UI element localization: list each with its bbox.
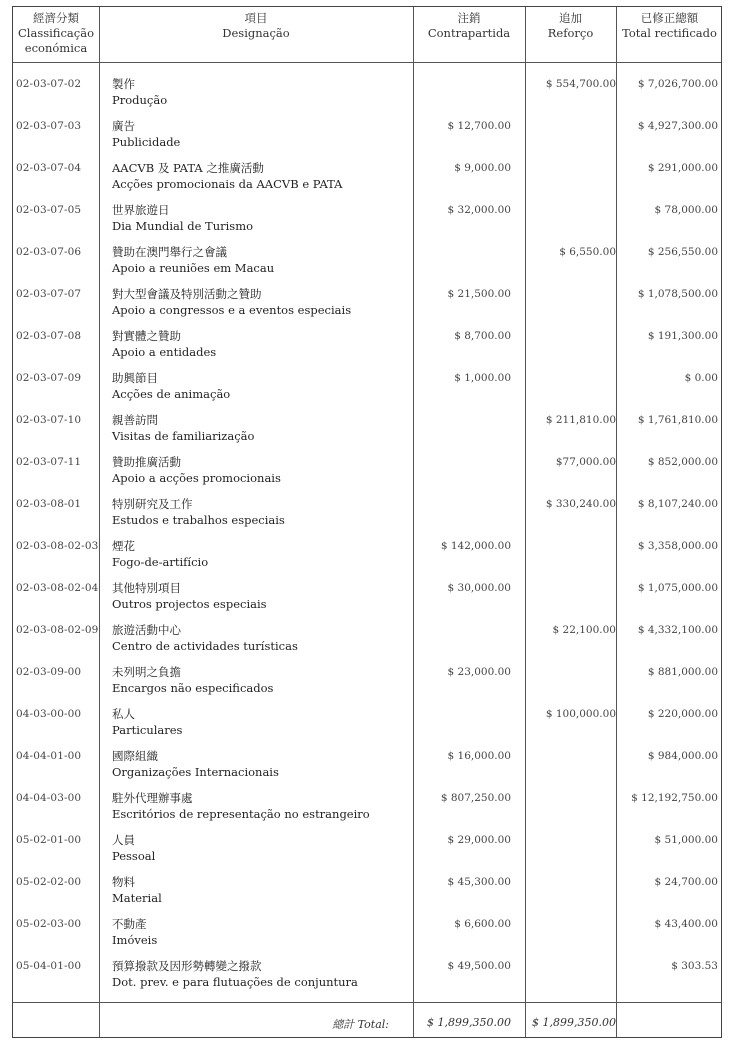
designation-zh: 助興節目 [112,371,158,385]
amount-total: $ 191,300.00 [647,330,718,342]
designation-zh: 對實體之贊助 [112,329,181,343]
account-code: 05-04-01-00 [16,960,82,972]
designation-pt: Acções promocionais da AACVB e PATA [112,177,343,191]
table-row [13,787,723,829]
table-row [13,325,723,367]
designation-zh: 親善訪問 [112,413,158,427]
amount-total: $ 0.00 [684,372,718,384]
designation-pt: Visitas de familiarização [112,429,255,443]
designation-pt: Apoio a acções promocionais [112,471,281,485]
amount-total: $ 256,550.00 [647,246,718,258]
table-row [13,745,723,787]
account-code: 02-03-07-02 [16,78,82,90]
account-code: 02-03-08-01 [16,498,82,510]
amount-total: $ 4,332,100.00 [637,624,718,636]
amount-reforco: $ 554,700.00 [545,78,616,90]
amount-contrapartida: $ 6,600.00 [454,918,511,930]
header-contrapartida: 注銷 Contrapartida [427,11,511,40]
amount-total: $ 291,000.00 [647,162,718,174]
table-row [13,955,723,997]
header-designation: 項目 Designação [222,11,290,40]
budget-table [12,6,722,1038]
amount-total: $ 1,078,500.00 [637,288,718,300]
amount-reforco: $ 6,550.00 [559,246,616,258]
account-code: 02-03-09-00 [16,666,82,678]
amount-total: $ 1,075,000.00 [637,582,718,594]
header-total-rectificado: 已修正總額 Total rectificado [622,11,717,40]
table-row [13,241,723,283]
designation-zh: 未列明之負擔 [112,665,181,679]
amount-contrapartida: $ 142,000.00 [440,540,511,552]
designation-pt: Apoio a congressos e a eventos especiais [112,303,352,317]
designation-zh: 駐外代理辦事處 [112,791,193,805]
amount-contrapartida: $ 29,000.00 [447,834,511,846]
table-row [13,451,723,493]
designation-pt: Escritórios de representação no estrangeiro [112,807,370,821]
account-code: 02-03-07-08 [16,330,82,342]
amount-total: $ 4,927,300.00 [637,120,718,132]
designation-pt: Encargos não especificados [112,681,274,695]
account-code: 02-03-08-02-09 [16,624,99,636]
account-code: 02-03-07-07 [16,288,82,300]
table-row [13,535,723,577]
amount-total: $ 881,000.00 [647,666,718,678]
amount-contrapartida: $ 16,000.00 [447,750,511,762]
table-row [13,913,723,955]
designation-pt: Particulares [112,723,183,737]
amount-total: $ 8,107,240.00 [637,498,718,510]
designation-pt: Imóveis [112,933,158,947]
account-code: 04-03-00-00 [16,708,82,720]
table-row [13,283,723,325]
amount-contrapartida: $ 9,000.00 [454,162,511,174]
designation-zh: 贊助在澳門舉行之會議 [112,245,227,259]
amount-reforco: $ 100,000.00 [545,708,616,720]
designation-pt: Produção [112,93,168,107]
designation-zh: 世界旅遊日 [112,203,170,217]
designation-zh: 特別研究及工作 [112,497,193,511]
amount-reforco: $ 22,100.00 [552,624,616,636]
designation-pt: Dia Mundial de Turismo [112,219,254,233]
designation-pt: Apoio a entidades [112,345,217,359]
amount-contrapartida: $ 21,500.00 [447,288,511,300]
account-code: 05-02-03-00 [16,918,82,930]
amount-contrapartida: $ 30,000.00 [447,582,511,594]
account-code: 04-04-03-00 [16,792,82,804]
designation-zh: 贊助推廣活動 [112,455,181,469]
account-code: 02-03-07-03 [16,120,82,132]
amount-total: $ 51,000.00 [654,834,718,846]
amount-total: $ 303.53 [671,960,718,972]
amount-contrapartida: $ 807,250.00 [440,792,511,804]
account-code: 02-03-07-06 [16,246,82,258]
designation-zh: 製作 [112,77,135,91]
designation-zh: 國際組織 [112,749,158,763]
table-row [13,577,723,619]
amount-reforco: $ 211,810.00 [545,414,616,426]
designation-pt: Fogo-de-artifício [112,555,209,569]
table-row [13,829,723,871]
designation-pt: Material [112,891,162,905]
account-code: 02-03-07-04 [16,162,82,174]
designation-zh: 預算撥款及因形勢轉變之撥款 [112,959,262,973]
designation-pt: Estudos e trabalhos especiais [112,513,285,527]
amount-total: $ 984,000.00 [647,750,718,762]
designation-zh: 旅遊活動中心 [112,623,181,637]
amount-reforco: $ 330,240.00 [545,498,616,510]
amount-contrapartida: $ 8,700.00 [454,330,511,342]
designation-pt: Centro de actividades turísticas [112,639,298,653]
table-row [13,871,723,913]
total-divider [13,1002,721,1003]
header-divider [13,62,721,63]
account-code: 02-03-08-02-03 [16,540,99,552]
table-row [13,661,723,703]
table-row [13,703,723,745]
designation-zh: AACVB 及 PATA 之推廣活動 [112,161,264,175]
amount-total: $ 220,000.00 [647,708,718,720]
amount-total: $ 78,000.00 [654,204,718,216]
designation-pt: Organizações Internacionais [112,765,279,779]
account-code: 02-03-07-11 [16,456,82,468]
amount-total: $ 1,761,810.00 [637,414,718,426]
account-code: 05-02-02-00 [16,876,82,888]
amount-total: $ 43,400.00 [654,918,718,930]
designation-pt: Outros projectos especiais [112,597,267,611]
designation-pt: Acções de animação [112,387,231,401]
table-row [13,73,723,115]
table-row [13,157,723,199]
designation-pt: Apoio a reuniões em Macau [112,261,275,275]
table-row [13,493,723,535]
table-row [13,367,723,409]
designation-pt: Pessoal [112,849,156,863]
header-reforco: 追加 Reforço [547,11,594,40]
amount-reforco: $77,000.00 [555,456,616,468]
designation-zh: 對大型會議及特別活動之贊助 [112,287,262,301]
amount-contrapartida: $ 1,000.00 [454,372,511,384]
table-row [13,409,723,451]
amount-contrapartida: $ 49,500.00 [447,960,511,972]
header-classification: 經濟分類 Classificação económica [17,11,94,55]
total-label: 總計 Total: [332,1018,389,1031]
account-code: 05-02-01-00 [16,834,82,846]
table-row [13,199,723,241]
amount-total: $ 852,000.00 [647,456,718,468]
designation-zh: 物料 [112,875,135,889]
designation-zh: 不動產 [112,917,147,931]
amount-contrapartida: $ 23,000.00 [447,666,511,678]
amount-total: $ 3,358,000.00 [637,540,718,552]
designation-pt: Dot. prev. e para flutuações de conjuntura [112,975,358,989]
amount-contrapartida: $ 32,000.00 [447,204,511,216]
designation-zh: 廣告 [112,119,135,133]
account-code: 02-03-07-05 [16,204,82,216]
account-code: 02-03-08-02-04 [16,582,99,594]
amount-total: $ 24,700.00 [654,876,718,888]
designation-pt: Publicidade [112,135,181,149]
amount-total: $ 7,026,700.00 [637,78,718,90]
account-code: 04-04-01-00 [16,750,82,762]
total-reforco: $ 1,899,350.00 [532,1016,616,1029]
table-row [13,115,723,157]
account-code: 02-03-07-10 [16,414,82,426]
amount-total: $ 12,192,750.00 [631,792,718,804]
table-row [13,619,723,661]
account-code: 02-03-07-09 [16,372,82,384]
amount-contrapartida: $ 12,700.00 [447,120,511,132]
designation-zh: 人員 [112,833,135,847]
designation-zh: 煙花 [112,539,135,553]
amount-contrapartida: $ 45,300.00 [447,876,511,888]
total-contrapartida: $ 1,899,350.00 [427,1016,511,1029]
designation-zh: 私人 [112,707,135,721]
designation-zh: 其他特別項目 [112,581,181,595]
